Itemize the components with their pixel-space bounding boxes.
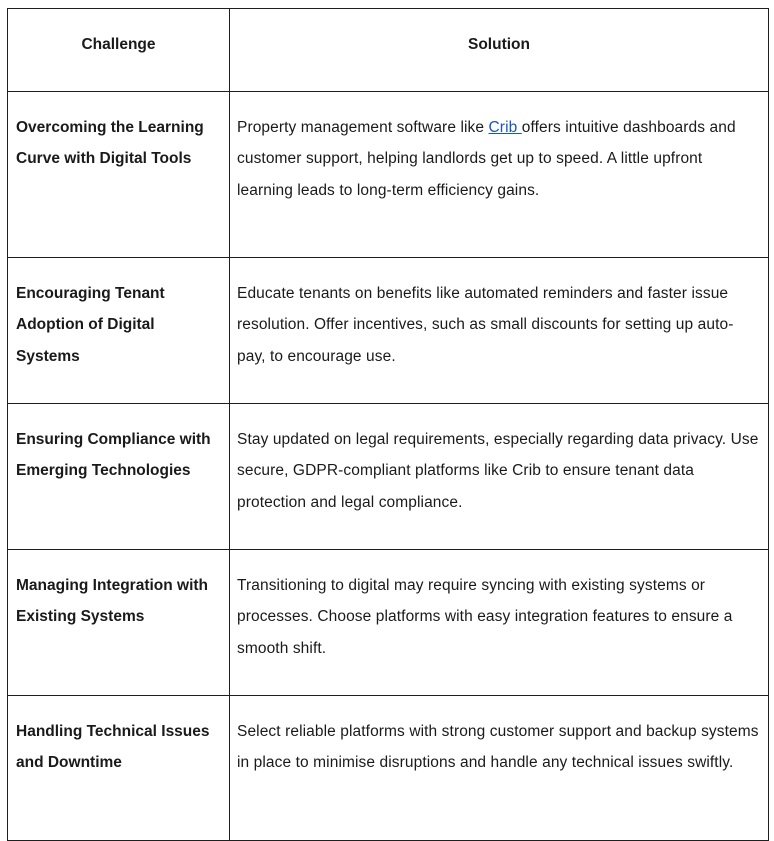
header-solution-label: Solution bbox=[468, 36, 530, 54]
challenge-cell: Encouraging Tenant Adoption of Digital Systems bbox=[8, 258, 230, 404]
header-solution bbox=[230, 9, 769, 92]
table-row bbox=[8, 696, 769, 841]
solution-cell: Select reliable platforms with strong customer support and backup systems in place to minimise disruptions and handle any technical issues swiftly. bbox=[230, 696, 769, 841]
solution-text-before: Property management software like bbox=[237, 119, 489, 136]
challenge-cell: Managing Integration with Existing Systems bbox=[8, 550, 230, 696]
solution-text-after: offers intuitive dashboards and customer support, helping landlords get up to speed. A little upfront learning leads to long-term efficiency gains. bbox=[237, 119, 736, 199]
solution-cell bbox=[230, 92, 769, 258]
header-challenge-label: Challenge bbox=[81, 36, 156, 54]
challenge-cell: Ensuring Compliance with Emerging Technologies bbox=[8, 404, 230, 550]
table-row bbox=[8, 258, 769, 404]
table-row bbox=[8, 404, 769, 550]
challenge-cell: Handling Technical Issues and Downtime bbox=[8, 696, 230, 841]
table-row bbox=[8, 550, 769, 696]
crib-link[interactable]: Crib bbox=[488, 119, 522, 136]
solution-cell: Transitioning to digital may require syncing with existing systems or processes. Choose platforms with easy integration features to ensure a smooth shift. bbox=[230, 550, 769, 696]
table-row bbox=[8, 92, 769, 258]
challenge-cell: Overcoming the Learning Curve with Digital Tools bbox=[8, 92, 230, 258]
solution-cell: Stay updated on legal requirements, especially regarding data privacy. Use secure, GDPR-compliant platforms like Crib to ensure tenant data protection and legal compliance. bbox=[230, 404, 769, 550]
solution-cell: Educate tenants on benefits like automated reminders and faster issue resolution. Offer incentives, such as small discounts for setting up auto-pay, to encourage use. bbox=[230, 258, 769, 404]
header-challenge bbox=[8, 9, 230, 92]
table-header-row bbox=[8, 9, 769, 92]
challenge-solution-table bbox=[7, 8, 769, 841]
